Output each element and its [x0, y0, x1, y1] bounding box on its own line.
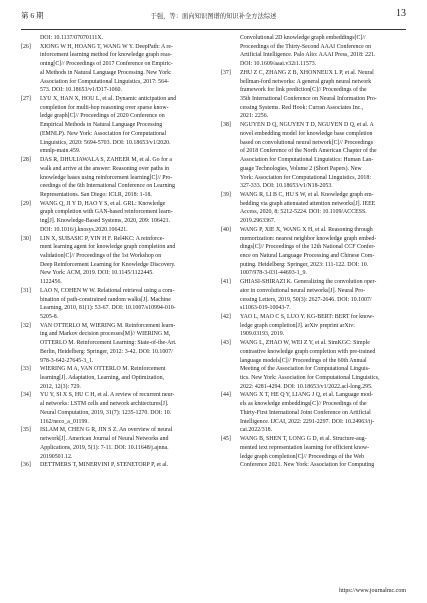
reference-line: 978-3-642-27645-3_1.: [40, 357, 94, 364]
reference-line: tics. New York: Association for Computational Linguistics,: [240, 375, 380, 382]
reference-line: Proceedings of the Thirty-Second AAAI Conference on: [240, 43, 372, 50]
reference-text: [40, 461, 209, 470]
reference-entry: [21, 365, 209, 391]
reference-line: oning[C]// Proceedings of 2017 Conference on Empiric-: [40, 61, 173, 68]
reference-text: [40, 365, 209, 391]
reference-line: DOI: 10.1609/aaai.v32i1.11573.: [240, 61, 317, 68]
reference-line: ence on Natural Language Processing and Chinese Com-: [240, 252, 375, 259]
reference-line: els as knowledge embeddings[C]// Proceedings of the: [240, 401, 367, 408]
reference-text: [40, 391, 209, 426]
reference-entry: [221, 339, 409, 391]
reference-line: ledge graph[C]// Proceedings of 2020 Conference on: [40, 113, 165, 120]
reference-entry: [221, 278, 409, 313]
reference-entry: [221, 191, 409, 226]
reference-line: learning[J]. Adaptation, Learning, and Optimization,: [40, 375, 164, 382]
reference-entry: [21, 287, 209, 322]
reference-line: ZHU Z C, ZHANG Z B, XHONNEUX L P, et al. Neural: [240, 69, 374, 76]
reference-text: [40, 200, 209, 235]
reference-number: [32]: [21, 322, 31, 329]
reference-line: inforcement learning method for knowledge graph reas-: [40, 52, 172, 59]
reference-entry: [221, 34, 409, 69]
reference-line: 327-333. DOI: 10.18653/v1/N18-2053.: [240, 183, 333, 190]
reference-text: [40, 287, 209, 322]
reference-line: framework for link prediction[C]// Proceedings of the: [240, 87, 367, 94]
reference-line: emnlp-main.459.: [40, 148, 81, 155]
reference-line: 2012, 12(3): 729.: [40, 383, 81, 390]
reference-number: [44]: [221, 392, 231, 399]
reference-line: Linguistics, 2020: 5694-5703. DOI: 10.18653/v1/2020.: [40, 139, 171, 146]
reference-line: 2022: 4281-4294. DOI: 10.18653/v1/2022.acl-long.295.: [240, 383, 373, 390]
reference-line: Convolutional 2D knowledge graph embeddings[C]//: [240, 35, 366, 41]
reference-number: [37]: [221, 69, 231, 76]
reference-line: WANG R, LI B C, HU S W, et al. Knowledge graph em-: [240, 191, 374, 198]
reference-line: Intelligence. IJCAI, 2022: 2291-2297. DOI: 10.24963/ij-: [240, 418, 374, 425]
reference-line: ledge graph completion[J]. arXiv preprint arXiv:: [240, 322, 355, 329]
reference-text: [40, 426, 209, 461]
reference-line: Association for Computational Linguistics, 2017: 564-: [40, 78, 169, 85]
reference-number: [45]: [221, 436, 231, 443]
reference-number: [42]: [221, 314, 231, 320]
reference-line: YU Y, SI X S, HU C H, et al. A review of recurrent neur-: [40, 392, 175, 399]
reference-entry: [21, 426, 209, 461]
reference-line: novel embedding model for knowledge base completion: [240, 130, 373, 137]
reference-entry: [221, 313, 409, 339]
reference-text: [240, 34, 409, 69]
reference-line: LAO N, COHEN W W. Relational retrieval using a com-: [40, 287, 175, 294]
reference-text: [40, 322, 209, 366]
reference-line: Learning, 2010, 81(1): 53-67. DOI: 10.1007/s10994-010-: [40, 305, 176, 312]
reference-line: Neural Computation, 2019, 31(7): 1235-1270. DOI: 10.: [40, 409, 172, 416]
reference-line: WANG B, SHEN T, LONG G D, et al. Structure-aug-: [240, 436, 367, 443]
reference-number: [31]: [21, 287, 31, 294]
reference-line: 1909.03193, 2019.: [240, 331, 285, 338]
reference-line: 2021: 2256.: [240, 113, 269, 120]
reference-line: York: Association for Computational Linguistics, 2018:: [240, 174, 371, 181]
issue-label: 第 6 期: [21, 11, 44, 20]
page-header: [21, 8, 406, 26]
reference-number: [39]: [221, 191, 231, 198]
reference-line: 1162/neco_a_01199.: [40, 418, 89, 425]
reference-line: Representations. San Diego: ICLR, 2018: 1-18.: [40, 191, 152, 198]
journal-url[interactable]: https://www.journalmc.com: [339, 588, 406, 594]
reference-line: WANG L, ZHAO W, WEI Z Y, et al. SimKGC: Simple: [240, 340, 370, 347]
reference-line: OTTERLO M. Reinforcement Learning: State-of-the-Art.: [40, 340, 177, 347]
reference-line: VAN OTTERLO M, WIERING M. Reinforcement learn-: [40, 322, 176, 329]
reference-text: [240, 278, 409, 313]
reference-line: Empirical Methods in Natural Language Processing: [40, 122, 163, 129]
reference-line: ment learning agent for knowledge graph completion and: [40, 244, 176, 251]
reference-line: al Methods in Natural Language Processing. New York:: [40, 69, 172, 76]
reference-entry: [21, 95, 209, 156]
reference-line: New York: ACM, 2019. DOI: 10.1145/1122445.: [40, 270, 154, 277]
reference-text: [240, 339, 409, 391]
reference-line: of 2018 Conference of the North American Chapter of the: [240, 148, 377, 155]
reference-text: [240, 435, 409, 470]
reference-line: Applications, 2019, 5(1): 7-11. DOI: 10.11648/j.ajnna.: [40, 444, 169, 451]
reference-line: WANG X T, HE Q Y, LIANG J Q, et al. Language mod-: [240, 392, 373, 399]
reference-number: [36]: [21, 462, 31, 469]
reference-text: [40, 235, 209, 287]
reference-entry: [21, 461, 209, 470]
reference-text: [240, 69, 409, 121]
reference-number: [34]: [21, 392, 31, 399]
reference-text: [40, 95, 209, 156]
reference-number: [40]: [221, 226, 231, 233]
reference-line: contrastive knowledge graph completion with pre-trained: [240, 348, 376, 355]
reference-line: network[J]. American Journal of Neural Networks and: [40, 436, 169, 443]
reference-line: DAS R, DHULIAWALA S, ZAHEER M, et al. Go for a: [40, 157, 173, 164]
reference-line: guage Technologies, Volume 2 (Short Papers). New: [240, 165, 362, 172]
reference-line: ISLAM M, CHEN G R, JIN S Z. An overview of neural: [40, 427, 173, 434]
reference-line: cai.2022/318.: [240, 427, 273, 434]
references-right-column: [221, 34, 409, 470]
running-title: 于强，等：面向知识图谱的知识补全方法综述: [150, 13, 277, 20]
reference-line: (EMNLP). New York: Association for Computational: [40, 130, 167, 137]
reference-line: cessing Letters, 2019, 50(3): 2627-2646. DOI: 10.1007/: [240, 296, 372, 303]
header-rule: [21, 29, 406, 30]
reference-number: [27]: [21, 96, 31, 103]
page-number: 13: [396, 8, 406, 19]
reference-line: walk and arrive at the answer: Reasoning over paths in: [40, 165, 170, 172]
reference-line: ceedings of the 6th International Conference on Learning: [40, 183, 175, 190]
reference-line: WANG P, XIE X, WANG X H, et al. Reasoning through: [240, 226, 373, 233]
reference-line: al networks: LSTM cells and network architectures[J].: [40, 401, 169, 408]
reference-line: Berlin, Heidelberg: Springer, 2012: 3-42. DOI: 10.1007/: [40, 348, 173, 355]
reference-line: DOI: 10.1016/j.knosys.2020.106421.: [40, 226, 128, 233]
reference-text: [40, 156, 209, 200]
reference-line: 20190501.12.: [40, 453, 73, 460]
reference-entry: [21, 156, 209, 200]
reference-line: LYU X, HAN X, HOU L, et al. Dynamic anticipation and: [40, 96, 177, 103]
reference-line: mented text representation learning for efficient know-: [240, 444, 370, 451]
reference-line: memorization: nearest neighbor knowledge graph embed-: [240, 235, 377, 242]
reference-entry: [21, 200, 209, 235]
reference-line: 35th International Conference on Neural Information Pro-: [240, 96, 377, 103]
reference-entry: [21, 391, 209, 426]
reference-line: 5205-8.: [40, 314, 59, 320]
reference-text: [240, 121, 409, 191]
reference-line: Meeting of the Association for Computational Linguis-: [240, 366, 370, 373]
reference-entry: [221, 435, 409, 470]
reference-line: WANG Q, JI Y D, HAO Y S, et al. GRL: Knowledge: [40, 200, 166, 207]
reference-line: bellman-ford networks: A general graph neural network: [240, 78, 372, 85]
reference-line: based on convolutional neural network[C]// Proceedings: [240, 139, 373, 146]
reference-line: Deep Reinforcement Learning for Knowledge Discovery.: [40, 261, 176, 268]
reference-line: LIN X, SUBASIC P, YIN H F. Rel4KC: A reinforce-: [40, 235, 165, 242]
reference-line: 2019.2963367.: [240, 218, 276, 225]
reference-number: [35]: [21, 427, 31, 434]
reference-line: s11063-019-10043-7.: [240, 305, 291, 312]
reference-line: bination of path-constrained random walks[J]. Machine: [40, 296, 171, 303]
reference-number: [30]: [21, 235, 31, 242]
reference-line: XIONG W H, HOANG T, WANG W Y. DeepPath: A re-: [40, 43, 173, 50]
reference-line: completion for multi-hop reasoning over sparse know-: [40, 104, 169, 111]
reference-text: [240, 191, 409, 226]
reference-number: [41]: [221, 279, 231, 286]
reference-line: DETTMERS T, MINERVINI P, STENETORP P, et al.: [40, 462, 169, 469]
reference-line: Artificial Intelligence. Palo Alto: AAAI Press, 2018: 221.: [240, 52, 376, 59]
reference-line: bedding via graph attenuated attention networks[J]. IEEE: [240, 200, 376, 207]
reference-line: DOI: 10.1137/07070111X.: [40, 35, 103, 41]
reference-text: [240, 226, 409, 278]
reference-line: ator in convolutional neural networks[J]. Neural Pro-: [240, 287, 366, 294]
reference-line: 573. DOI: 10.18653/v1/D17-1060.: [40, 87, 122, 94]
reference-line: graph completion with GAN-based reinforcement learn-: [40, 209, 173, 216]
reference-line: 1007/978-3-031-44693-1_9.: [240, 270, 307, 277]
reference-line: knowledge bases using reinforcement learning[C]// Pro-: [40, 174, 173, 181]
reference-number: [28]: [21, 157, 31, 164]
reference-line: WIERING M A, VAN OTTERLO M. Reinforcement: [40, 366, 166, 373]
reference-text: [40, 43, 209, 95]
reference-number: [38]: [221, 122, 231, 129]
reference-line: dings[C]// Proceedings of the 12th National CCF Confer-: [240, 244, 376, 251]
reference-line: Access, 2020, 8: 5212-5224. DOI: 10.1109/ACCESS.: [240, 209, 367, 216]
reference-number: [26]: [21, 43, 31, 50]
reference-entry: [21, 322, 209, 366]
reference-line: ledge graph completion[C]// Proceedings of the Web: [240, 453, 365, 460]
reference-number: [29]: [21, 200, 31, 207]
reference-text: [240, 313, 409, 339]
reference-line: Conference 2021. New York: Association for Computing: [240, 462, 375, 469]
reference-line: NGUYEN D Q, NGUYEN T D, NGUYEN D Q, et al. A: [240, 122, 374, 129]
reference-line: 1122456.: [40, 279, 62, 286]
reference-entry: [221, 391, 409, 435]
reference-number: [43]: [221, 340, 231, 347]
reference-line: YAO L, MAO C S, LUO Y. KG-BERT: BERT for know-: [240, 314, 375, 320]
reference-entry: [21, 34, 209, 43]
reference-line: language models[C]// Proceedings of the 60th Annual: [240, 357, 367, 364]
reference-entry: [221, 226, 409, 278]
reference-entry: [221, 69, 409, 121]
reference-entry: [21, 43, 209, 95]
reference-number: [33]: [21, 366, 31, 373]
reference-text: [240, 391, 409, 435]
reference-line: GHIASI-SHIRAZI K. Generalizing the convolution oper-: [240, 279, 377, 286]
reference-line: ing and Markov decision processes[M]// WIERING M,: [40, 331, 171, 338]
reference-line: Association for Computational Linguistics: Human Lan-: [240, 157, 374, 164]
reference-entry: [221, 121, 409, 191]
reference-line: cessing Systems. Red Hook: Curran Associates Inc.,: [240, 104, 364, 111]
reference-line: validation[C]// Proceedings of the 1st Workshop on: [40, 252, 162, 259]
reference-line: Thirty-First International Joint Conference on Artificial: [240, 409, 371, 416]
reference-entry: [21, 235, 209, 287]
references-left-column: [21, 34, 209, 470]
reference-line: puting. Heidelberg: Springer, 2023: 111-122. DOI: 10.: [240, 261, 369, 268]
reference-text: [40, 34, 209, 43]
reference-line: ing[J]. Knowledge-Based Systems, 2020, 209: 106421.: [40, 218, 171, 225]
